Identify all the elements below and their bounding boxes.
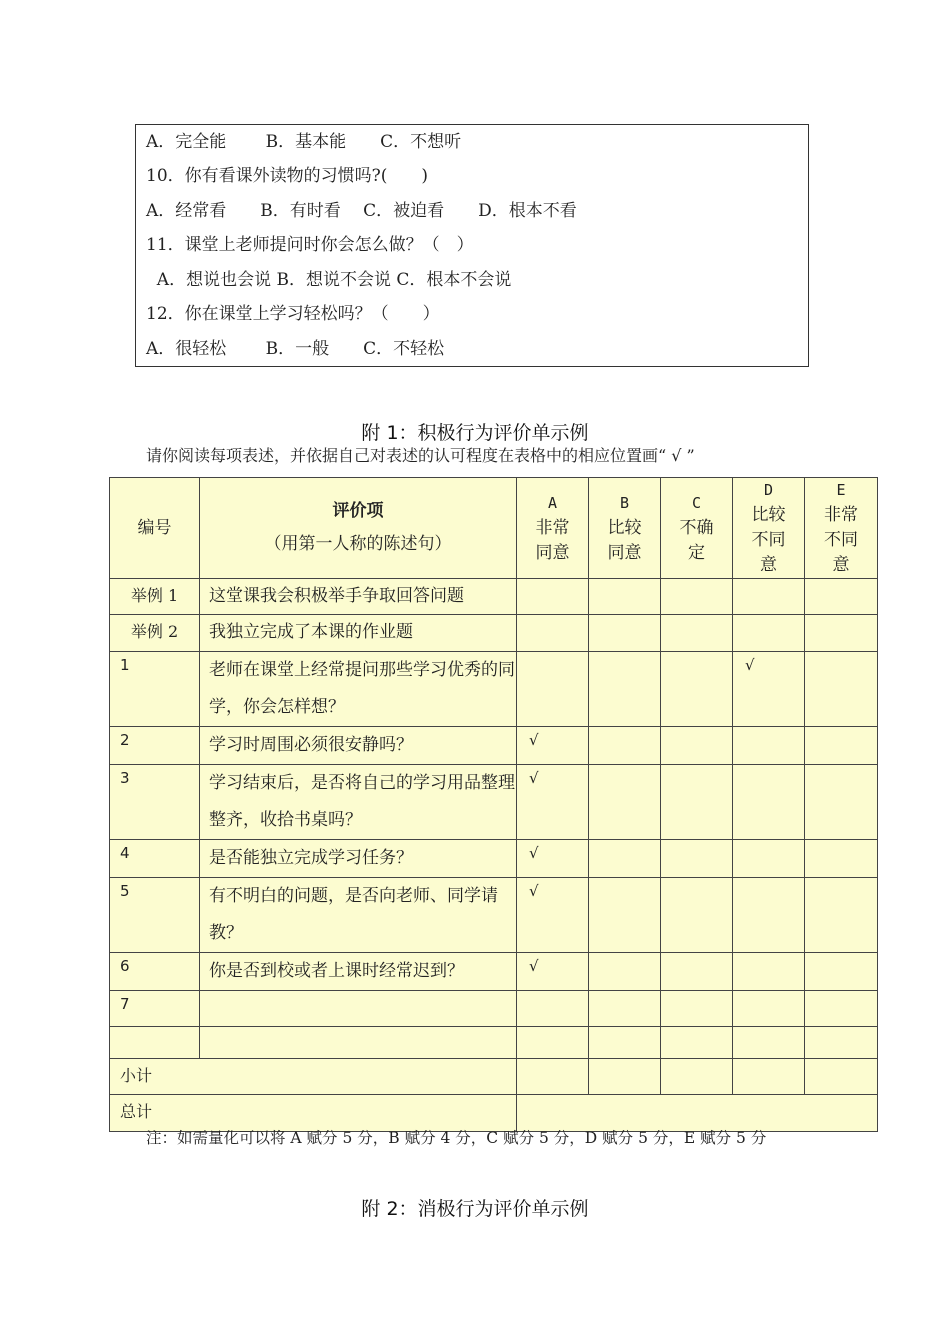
check-cell-c[interactable] xyxy=(661,1027,733,1059)
option-text: 不同 xyxy=(751,530,786,550)
option-letter: C xyxy=(691,493,702,512)
question-line: 10．你有看课外读物的习惯吗?( ) xyxy=(146,166,429,186)
row-text xyxy=(200,991,517,1027)
option-text: 非常 xyxy=(535,517,570,538)
check-cell-d[interactable] xyxy=(733,579,805,615)
subtotal-cell-d[interactable] xyxy=(733,1059,805,1095)
check-cell-c[interactable] xyxy=(661,727,733,765)
row-number: 4 xyxy=(110,840,200,878)
check-cell-b[interactable] xyxy=(589,765,661,840)
check-cell-b[interactable] xyxy=(589,579,661,615)
option-text: 同意 xyxy=(607,542,642,563)
row-number: 6 xyxy=(110,953,200,991)
appendix2-title: 附 2：消极行为评价单示例 xyxy=(361,1198,589,1220)
row-text: 老师在课堂上经常提问那些学习优秀的同学，你会怎样想？ xyxy=(200,652,517,727)
check-cell-a[interactable] xyxy=(517,579,589,615)
subtotal-cell-c[interactable] xyxy=(661,1059,733,1095)
option-letter: B xyxy=(619,493,630,512)
appendix1-instruction: 请你阅读每项表述，并依据自己对表述的认可程度在表格中的相应位置画“ √ ” xyxy=(146,446,695,465)
header-option-a xyxy=(517,478,589,579)
header-item xyxy=(200,478,517,579)
check-cell-a[interactable] xyxy=(517,1027,589,1059)
check-cell-e[interactable] xyxy=(805,727,878,765)
check-cell-e[interactable] xyxy=(805,953,878,991)
question-line: A．想说也会说 B．想说不会说 C．根本不会说 xyxy=(146,270,512,290)
row-number: 2 xyxy=(110,727,200,765)
check-cell-e[interactable] xyxy=(805,840,878,878)
row-number: 5 xyxy=(110,878,200,953)
row-number: 3 xyxy=(110,765,200,840)
appendix1-title: 附 1：积极行为评价单示例 xyxy=(361,422,589,444)
check-cell-b[interactable] xyxy=(589,878,661,953)
check-cell-d[interactable] xyxy=(733,878,805,953)
row-number xyxy=(110,1027,200,1059)
check-cell-a[interactable] xyxy=(517,615,589,652)
check-cell-d[interactable] xyxy=(733,991,805,1027)
check-cell-e[interactable] xyxy=(805,615,878,652)
check-cell-a[interactable]: √ xyxy=(517,840,589,878)
row-text: 学习结束后，是否将自己的学习用品整理整齐，收拾书桌吗？ xyxy=(200,765,517,840)
subtotal-label: 小计 xyxy=(110,1059,517,1095)
scoring-note: 注：如需量化可以将 A 赋分 5 分，B 赋分 4 分，C 赋分 5 分，D 赋分 5 分，E 赋分 5 分 xyxy=(146,1129,767,1147)
check-cell-b[interactable] xyxy=(589,615,661,652)
check-cell-a[interactable] xyxy=(517,991,589,1027)
table-row xyxy=(110,652,878,727)
check-cell-c[interactable] xyxy=(661,953,733,991)
table-row xyxy=(110,1027,878,1059)
table-row xyxy=(110,727,878,765)
check-cell-e[interactable] xyxy=(805,765,878,840)
table-row xyxy=(110,953,878,991)
table-row xyxy=(110,840,878,878)
check-cell-b[interactable] xyxy=(589,840,661,878)
header-item-label: 评价项 xyxy=(332,501,384,521)
option-text: 定 xyxy=(688,542,705,563)
check-cell-c[interactable] xyxy=(661,840,733,878)
option-letter: E xyxy=(836,481,846,499)
header-option-b xyxy=(589,478,661,579)
check-cell-d[interactable] xyxy=(733,953,805,991)
check-cell-c[interactable] xyxy=(661,615,733,652)
check-cell-e[interactable] xyxy=(805,878,878,953)
check-cell-a[interactable]: √ xyxy=(517,727,589,765)
check-cell-d[interactable] xyxy=(733,615,805,652)
row-text: 我独立完成了本课的作业题 xyxy=(200,615,517,652)
header-item-sub: （用第一人称的陈述句） xyxy=(264,534,452,554)
total-label: 总计 xyxy=(110,1095,517,1132)
option-text: 意 xyxy=(760,555,777,575)
row-number: 举例 2 xyxy=(110,615,200,652)
question-line: 12．你在课堂上学习轻松吗？（ ） xyxy=(146,304,440,324)
question-box xyxy=(135,124,809,367)
subtotal-cell-e[interactable] xyxy=(805,1059,878,1095)
check-cell-c[interactable] xyxy=(661,579,733,615)
check-cell-c[interactable] xyxy=(661,652,733,727)
check-cell-a[interactable] xyxy=(517,652,589,727)
check-cell-b[interactable] xyxy=(589,652,661,727)
evaluation-table xyxy=(109,477,878,1132)
header-number xyxy=(110,478,200,579)
row-text: 这堂课我会积极举手争取回答问题 xyxy=(200,579,517,615)
subtotal-row xyxy=(110,1059,878,1095)
row-text: 学习时周围必须很安静吗？ xyxy=(200,727,517,765)
subtotal-cell-b[interactable] xyxy=(589,1059,661,1095)
subtotal-cell-a[interactable] xyxy=(517,1059,589,1095)
row-number: 举例 1 xyxy=(110,579,200,615)
header-option-e xyxy=(805,478,878,579)
check-cell-d[interactable]: √ xyxy=(733,652,805,727)
check-cell-c[interactable] xyxy=(661,878,733,953)
row-text xyxy=(200,1027,517,1059)
check-cell-b[interactable] xyxy=(589,727,661,765)
check-cell-d[interactable] xyxy=(733,727,805,765)
question-line: A．经常看 B．有时看 C．被迫看 D．根本不看 xyxy=(146,201,577,221)
table-row xyxy=(110,615,878,652)
option-text: 同意 xyxy=(535,542,570,563)
option-text: 比较 xyxy=(751,505,786,525)
table-row xyxy=(110,878,878,953)
row-number: 1 xyxy=(110,652,200,727)
check-cell-a[interactable]: √ xyxy=(517,765,589,840)
check-cell-e[interactable] xyxy=(805,1027,878,1059)
option-text: 比较 xyxy=(607,517,642,538)
check-cell-c[interactable] xyxy=(661,991,733,1027)
check-cell-e[interactable] xyxy=(805,579,878,615)
check-cell-c[interactable] xyxy=(661,765,733,840)
check-cell-b[interactable] xyxy=(589,991,661,1027)
check-cell-e[interactable] xyxy=(805,652,878,727)
check-cell-b[interactable] xyxy=(589,1027,661,1059)
option-text: 非常 xyxy=(824,505,858,525)
option-text: 意 xyxy=(832,555,850,575)
table-row xyxy=(110,579,878,615)
header-row xyxy=(110,478,878,579)
option-text: 不同 xyxy=(824,530,858,550)
row-text: 你是否到校或者上课时经常迟到？ xyxy=(200,953,517,991)
header-option-c xyxy=(661,478,733,579)
option-letter: A xyxy=(547,493,558,512)
question-line: A．很轻松 B．一般 C．不轻松 xyxy=(146,339,445,359)
check-cell-e[interactable] xyxy=(805,991,878,1027)
question-line: 11．课堂上老师提问时你会怎么做？（ ） xyxy=(146,235,474,255)
check-cell-d[interactable] xyxy=(733,840,805,878)
option-text: 不确 xyxy=(679,517,714,538)
check-cell-b[interactable] xyxy=(589,953,661,991)
table-row xyxy=(110,765,878,840)
table-row xyxy=(110,991,878,1027)
row-text: 有不明白的问题，是否向老师、同学请教？ xyxy=(200,878,517,953)
check-cell-d[interactable] xyxy=(733,765,805,840)
check-cell-d[interactable] xyxy=(733,1027,805,1059)
row-number: 7 xyxy=(110,991,200,1027)
header-option-d xyxy=(733,478,805,579)
header-number-label: 编号 xyxy=(137,517,172,538)
row-text: 是否能独立完成学习任务？ xyxy=(200,840,517,878)
question-line: A．完全能 B．基本能 C．不想听 xyxy=(146,132,462,152)
check-cell-a[interactable]: √ xyxy=(517,878,589,953)
option-letter: D xyxy=(763,481,774,499)
check-cell-a[interactable]: √ xyxy=(517,953,589,991)
